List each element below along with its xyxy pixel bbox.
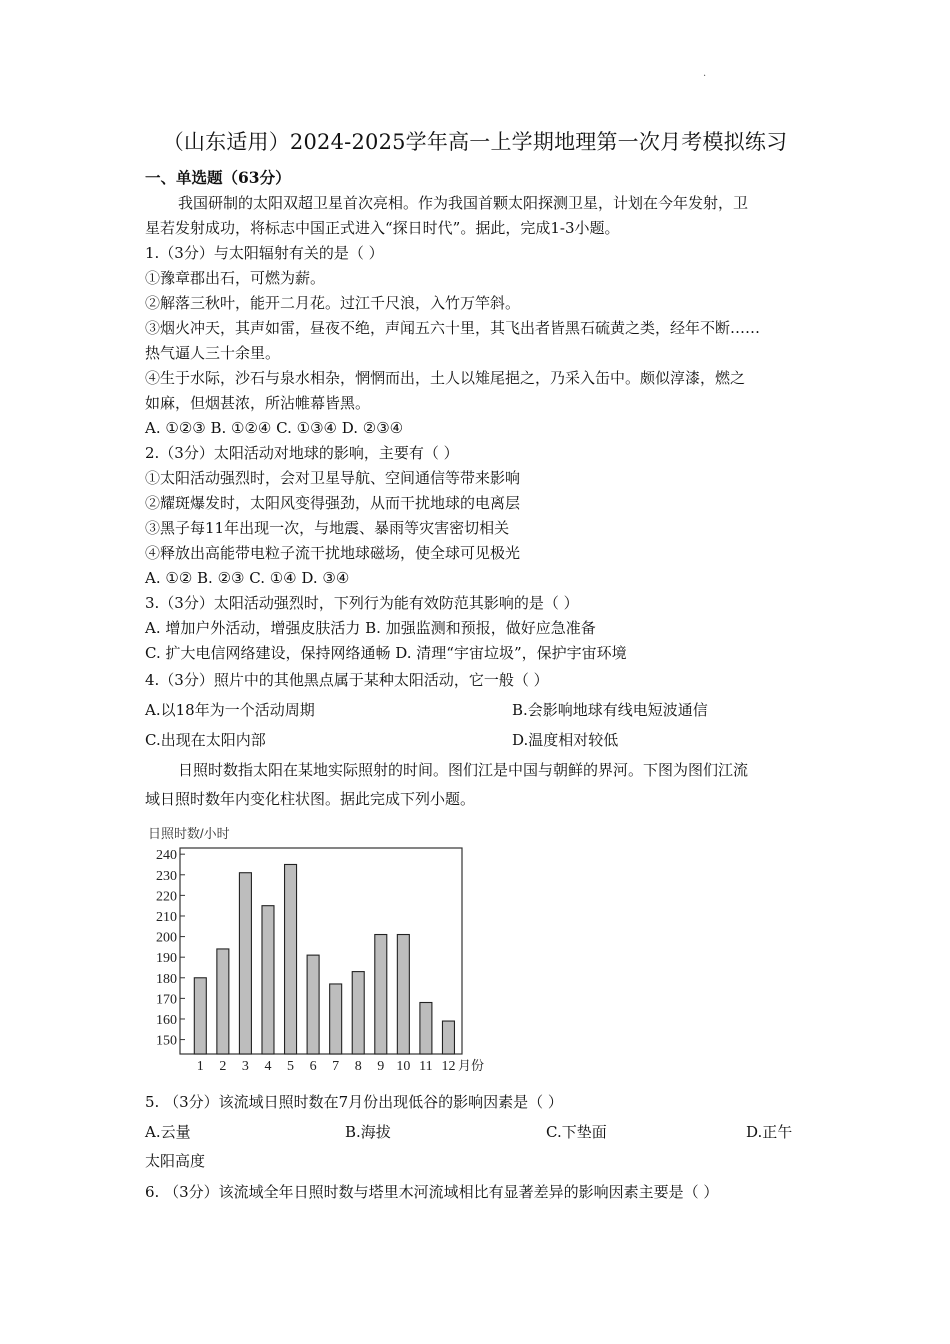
question-4-choice-d: D.温度相对较低 — [512, 731, 619, 749]
question-1-item-3: ③烟火冲天，其声如雷，昼夜不绝，声闻五六十里，其飞出者皆黑石硫黄之类，经年不断…… — [145, 319, 761, 337]
intro-paragraph-1-cont: 星若发射成功，将标志中国正式进入“探日时代”。据此，完成1-3小题。 — [145, 219, 620, 237]
x-tick-label: 6 — [309, 1059, 317, 1074]
y-tick-label: 190 — [156, 951, 177, 967]
question-4-choice-a: A.以18年为一个活动周期 — [145, 701, 315, 719]
bar-month-3 — [239, 873, 251, 1054]
question-5-choice-b: B.海拔 — [345, 1123, 391, 1141]
y-tick-label: 200 — [156, 930, 177, 946]
x-tick-label: 9 — [377, 1059, 385, 1074]
question-1-item-4: ④生于水际，沙石与泉水相杂，惘惘而出，土人以雉尾挹之，乃采入缶中。颇似淳漆，燃之 — [145, 369, 746, 387]
x-tick-label: 4 — [264, 1059, 272, 1074]
question-2-stem: 2.（3分）太阳活动对地球的影响，主要有（ ） — [145, 444, 459, 462]
intro-paragraph-2-cont: 域日照时数年内变化柱状图。据此完成下列小题。 — [145, 790, 476, 808]
question-1-item-2: ②解落三秋叶，能开二月花。过江千尺浪，入竹万竿斜。 — [145, 294, 521, 312]
x-tick-label: 1 — [196, 1059, 204, 1074]
y-tick-label: 150 — [156, 1033, 177, 1049]
intro-paragraph-1: 我国研制的太阳双超卫星首次亮相。作为我国首颗太阳探测卫星，计划在今年发射，卫 — [178, 194, 749, 212]
question-2-item-3: ③黑子每11年出现一次，与地震、暴雨等灾害密切相关 — [145, 519, 510, 537]
x-tick-label: 5 — [287, 1059, 295, 1074]
x-axis-ticks — [197, 1059, 456, 1074]
y-axis-ticks — [156, 848, 185, 1048]
y-tick-label: 170 — [156, 992, 177, 1008]
question-1-stem: 1.（3分）与太阳辐射有关的是（ ） — [145, 244, 384, 262]
page-title: （山东适用）2024-2025学年高一上学期地理第一次月考模拟练习 — [162, 130, 788, 154]
bar-month-10 — [397, 935, 409, 1054]
bar-month-9 — [375, 935, 387, 1054]
y-tick-label: 210 — [156, 909, 177, 925]
bar-month-1 — [194, 978, 206, 1054]
question-3-stem: 3.（3分）太阳活动强烈时，下列行为能有效防范其影响的是（ ） — [145, 594, 579, 612]
y-tick-label: 220 — [156, 889, 177, 905]
question-5-choice-a: A.云量 — [145, 1123, 191, 1141]
question-5-choice-d: D.正午 — [746, 1123, 793, 1141]
x-tick-label: 7 — [332, 1059, 340, 1074]
header-dot: . — [703, 68, 707, 79]
question-2-item-2: ②耀斑爆发时，太阳风变得强劲，从而干扰地球的电离层 — [145, 494, 521, 512]
intro-paragraph-2: 日照时数指太阳在某地实际照射的时间。图们江是中国与朝鲜的界河。下图为图们江流 — [178, 761, 749, 779]
bar-month-2 — [217, 949, 229, 1054]
question-1-choices: A. ①②③ B. ①②④ C. ①③④ D. ②③④ — [145, 419, 404, 437]
y-tick-label: 180 — [156, 971, 177, 987]
question-3-choices-row-1: A. 增加户外活动，增强皮肤活力 B. 加强监测和预报，做好应急准备 — [145, 619, 596, 637]
x-tick-label: 2 — [219, 1059, 227, 1074]
sunshine-hours-bar-chart — [140, 820, 490, 1082]
question-4-stem: 4.（3分）照片中的其他黑点属于某种太阳活动，它一般（ ） — [145, 671, 549, 689]
question-2-choices: A. ①② B. ②③ C. ①④ D. ③④ — [145, 569, 350, 587]
y-tick-label: 230 — [156, 868, 177, 884]
x-tick-label: 10 — [396, 1059, 411, 1074]
question-6-stem: 6. （3分）该流域全年日照时数与塔里木河流域相比有显著差异的影响因素主要是（ ） — [145, 1183, 719, 1201]
bar-month-4 — [262, 906, 274, 1054]
x-tick-label: 11 — [419, 1059, 433, 1074]
bar-month-8 — [352, 972, 364, 1054]
y-tick-label: 240 — [156, 848, 177, 864]
x-axis-title: 月份 — [458, 1058, 485, 1073]
chart-svg — [140, 820, 490, 1082]
question-4-choice-c: C.出现在太阳内部 — [145, 731, 266, 749]
question-1-item-4-cont: 如麻，但烟甚浓，所沾帷幕皆黑。 — [145, 394, 371, 412]
bar-month-5 — [285, 864, 297, 1054]
y-tick-label: 160 — [156, 1012, 177, 1028]
question-2-item-4: ④释放出高能带电粒子流干扰地球磁场，使全球可见极光 — [145, 544, 521, 562]
question-5-stem: 5. （3分）该流域日照时数在7月份出现低谷的影响因素是（ ） — [145, 1093, 563, 1111]
question-5-choice-c: C.下垫面 — [546, 1123, 607, 1141]
bar-month-11 — [420, 1003, 432, 1055]
question-3-choices-row-2: C. 扩大电信网络建设，保持网络通畅 D. 清理“宇宙垃圾”，保护宇宙环境 — [145, 644, 627, 662]
question-1-item-3-cont: 热气逼人三十余里。 — [145, 344, 281, 362]
bar-month-7 — [330, 984, 342, 1054]
x-tick-label: 3 — [241, 1059, 249, 1074]
question-5-choice-d-cont: 太阳高度 — [145, 1152, 206, 1170]
question-1-item-1: ①豫章郡出石，可燃为薪。 — [145, 269, 326, 287]
section-heading: 一、单选题（63分） — [145, 168, 291, 187]
bar-month-6 — [307, 955, 319, 1054]
bar-month-12 — [442, 1021, 454, 1054]
bars — [194, 864, 454, 1054]
question-2-item-1: ①太阳活动强烈时，会对卫星导航、空间通信等带来影响 — [145, 469, 521, 487]
x-tick-label: 12 — [441, 1059, 456, 1074]
y-axis-title: 日照时数/小时 — [148, 826, 230, 841]
x-tick-label: 8 — [354, 1059, 362, 1074]
question-4-choice-b: B.会影响地球有线电短波通信 — [512, 701, 708, 719]
